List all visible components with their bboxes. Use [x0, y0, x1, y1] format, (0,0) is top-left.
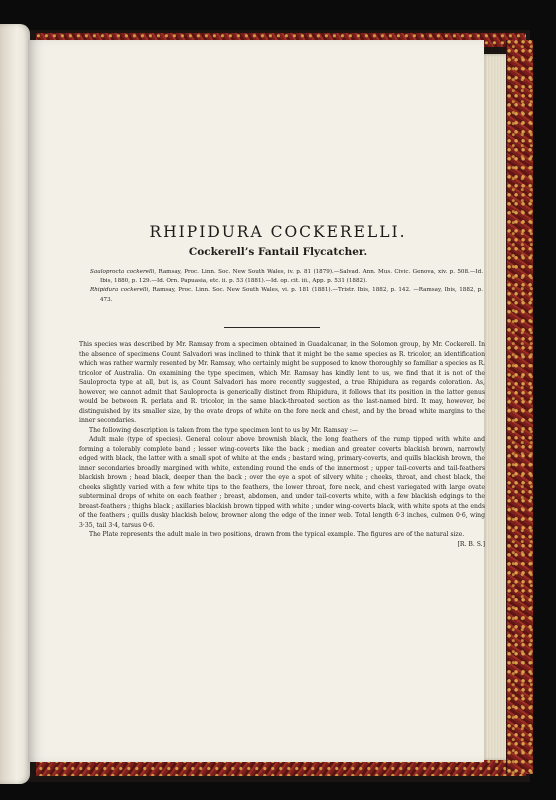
body-paragraph: The Plate represents the adult male in two positions, drawn from the typical example. The figures are of the natural size.	[89, 531, 465, 538]
previous-page-edge	[0, 24, 30, 784]
page-stack-edges	[482, 54, 506, 760]
body-paragraph: Adult male (type of species). General colour above brownish black, the long feathers of the rump tipped with white and forming a tolerably complete band ; lesser wing-coverts like the back ; median and greater coverts blackish brown, narrowly edged with black, the latter with a small spot of white at the ends ; bastard wing, primary-coverts, and quills blackish brown, the inner secondaries broadly margined with white, extending round the ends of the innermost ; upper tail-coverts and tail-feathers blackish brown ; head black, deeper than the back ; over the eye a spot of silvery white ; cheeks, throat, and chest black, the cheeks slightly varied with a few white tips to the feathers, the lower throat, fore neck, and chest variegated with large ovate subterminal drops of white on each feather ; breast, abdomen, and under tail-coverts white, with a few blackish edgings to the breast-feathers ; thighs black ; axillaries blackish brown tipped with white ; under wing-coverts black, with white spots at the ends of the feathers ; quills dusky blackish below, browner along the edge of the inner web. Total length 6·3 inches, culmen 0·6, wing 3·35, tail 3·4, tarsus 0·6.	[79, 436, 485, 529]
synonymy-block	[90, 268, 483, 305]
body-text	[79, 340, 485, 549]
marbled-fore-edge	[506, 40, 533, 774]
synonymy-entry	[90, 286, 483, 304]
body-paragraph: The following description is taken from the type specimen lent to us by Mr. Ramsay :—	[89, 426, 358, 434]
page-title: RHIPIDURA COCKERELLI.	[149, 223, 407, 241]
synonymy-entry	[90, 268, 483, 286]
synonym-name: Rhipidura cockerelli,	[90, 287, 151, 294]
synonym-citation: Ramsay, Proc. Linn. Soc. New South Wales, iv. p. 81 (1879).—Salvad. Ann. Mus. Civic. Genova, xiv. p. 508.—Id. Ibis, 1880, p. 129.—Id. Orn. Papuasia, etc. ii. p. 53 (1881).—Id. op. cit. iii., App. p. 531 (1882).	[100, 269, 483, 285]
body-paragraph: This species was described by Mr. Ramsay from a specimen obtained in Guadalcanar, in the Solomon group, by Mr. Cockerell. In the absence of specimens Count Salvadori was inclined to think that it might be the same species as R. tricolor, an identification which was rather warmly resented by Mr. Ramsay, who certainly might be supposed to know thoroughly so familiar a species as R. tricolor of Australia. On examining the type specimen, which Mr. Ramsay has kindly lent to us, we find that it is not of the Sauloprocta type at all, but is, as Count Salvadori has more recently suggested, a true Rhipidura as regards coloration. As, however, we cannot admit that Sauloprocta is generically distinct from Rhipidura, it follows that its position in the latter genus would be between R. perlata and R. tricolor, in the same black-throated section as the last-named bird. It may, however, be distinguished by its smaller size, by the ovate drops of white on the fore neck and chest, and by the broad white margins to the inner secondaries.	[79, 341, 485, 424]
synonym-citation: Ramsay, Proc. Linn. Soc. New South Wales, vi. p. 181 (1881).—Tristr. Ibis, 1882, p. 142. —Ramsay, Ibis, 1882, p. 473.	[100, 287, 483, 303]
page-subtitle: Cockerell’s Fantail Flycatcher.	[188, 246, 368, 258]
synonym-name: Sauloprocta cockerelli,	[90, 269, 157, 275]
author-signature: [R. B. S.]	[457, 540, 485, 548]
section-divider	[224, 327, 320, 328]
